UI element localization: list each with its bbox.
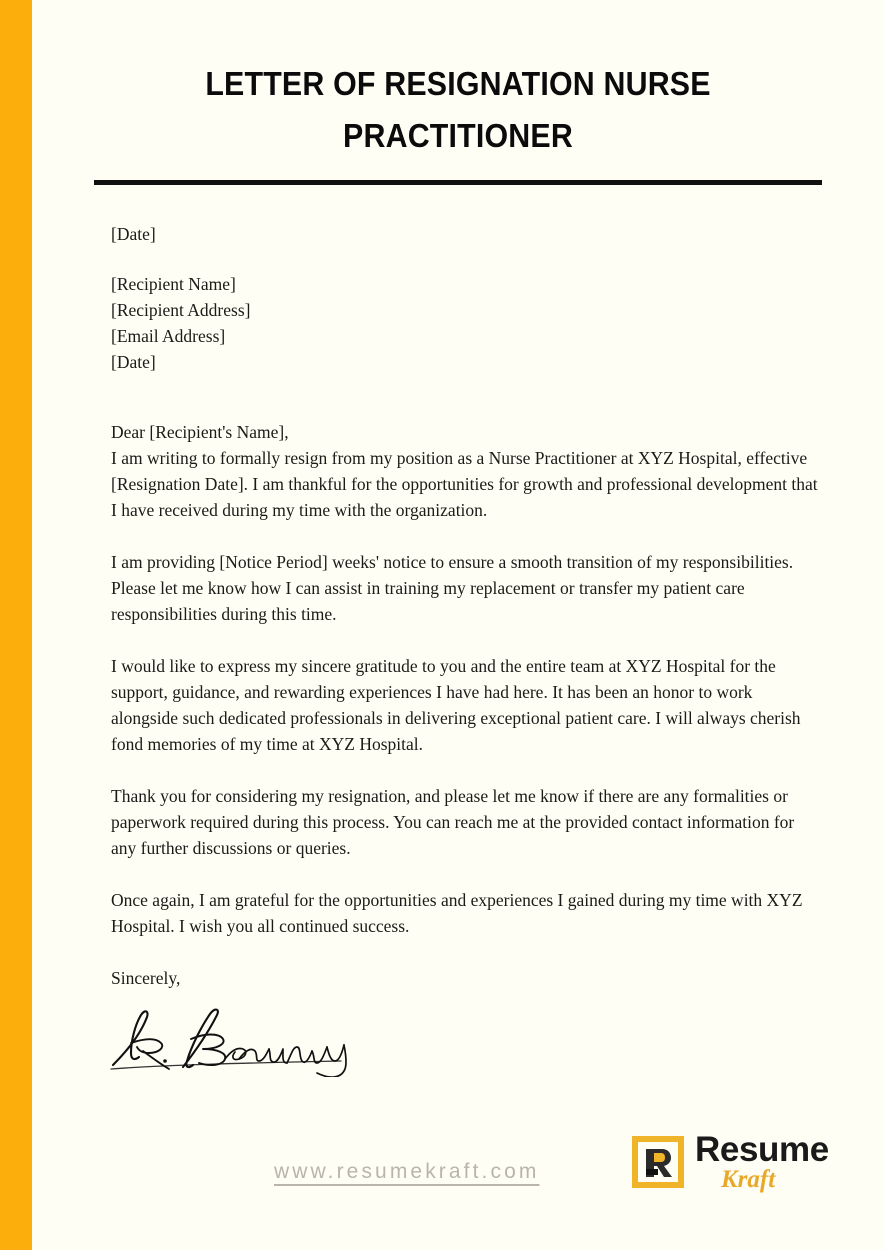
body-paragraph-1: I am writing to formally resign from my position as a Nurse Practitioner at XYZ Hospital, effective [Resignation Date]. I am thankful for the opportunities for growth and professional development that I have received during my time with the organization. (111, 448, 818, 520)
body-paragraph-2: I am providing [Notice Period] weeks' notice to ensure a smooth transition of my responsibilities. Please let me know how I can assist in training my replacement or transfer my patient care responsibilities during this time. (111, 552, 794, 624)
title-divider (94, 180, 822, 185)
letter-body (32, 221, 884, 1077)
page-title: LETTER OF RESIGNATION NURSE PRACTITIONER (205, 65, 711, 154)
body-paragraph-4: Thank you for considering my resignation, and please let me know if there are any formalities or paperwork required during this process. You can reach me at the provided contact information for any further discussions or queries. (111, 786, 795, 858)
logo-text-resume: Resume (695, 1130, 829, 1169)
recipient-name: [Recipient Name] (111, 274, 236, 294)
title-block (32, 0, 884, 185)
body-paragraph-5: Once again, I am grateful for the opportunities and experiences I gained during my time with XYZ Hospital. I wish you all continued success. (111, 890, 803, 936)
recipient-address: [Recipient Address] (111, 300, 251, 320)
logo-wordmark (695, 1130, 829, 1193)
logo-mark-icon (632, 1136, 684, 1188)
website-url-link[interactable]: www.resumekraft.com (274, 1160, 540, 1183)
closing-line: Sincerely, (111, 968, 181, 988)
salutation: Dear [Recipient's Name], (111, 422, 289, 442)
recipient-email: [Email Address] (111, 326, 226, 346)
letter-date: [Date] (111, 224, 156, 244)
body-paragraph-3: I would like to express my sincere gratitude to you and the entire team at XYZ Hospital for the support, guidance, and rewarding experiences I have had here. It has been an honor to work alongside such dedicated professionals in delivering exceptional patient care. I will always cherish fond memories of my time at XYZ Hospital. (111, 656, 801, 754)
resumekraft-logo (632, 1132, 829, 1191)
signature-image (103, 999, 403, 1077)
page-content (32, 0, 884, 1250)
recipient-date: [Date] (111, 352, 156, 372)
recipient-block (111, 271, 822, 375)
left-accent-stripe (0, 0, 32, 1250)
page-footer (32, 1124, 884, 1216)
logo-text-kraft: Kraft (721, 1166, 776, 1193)
